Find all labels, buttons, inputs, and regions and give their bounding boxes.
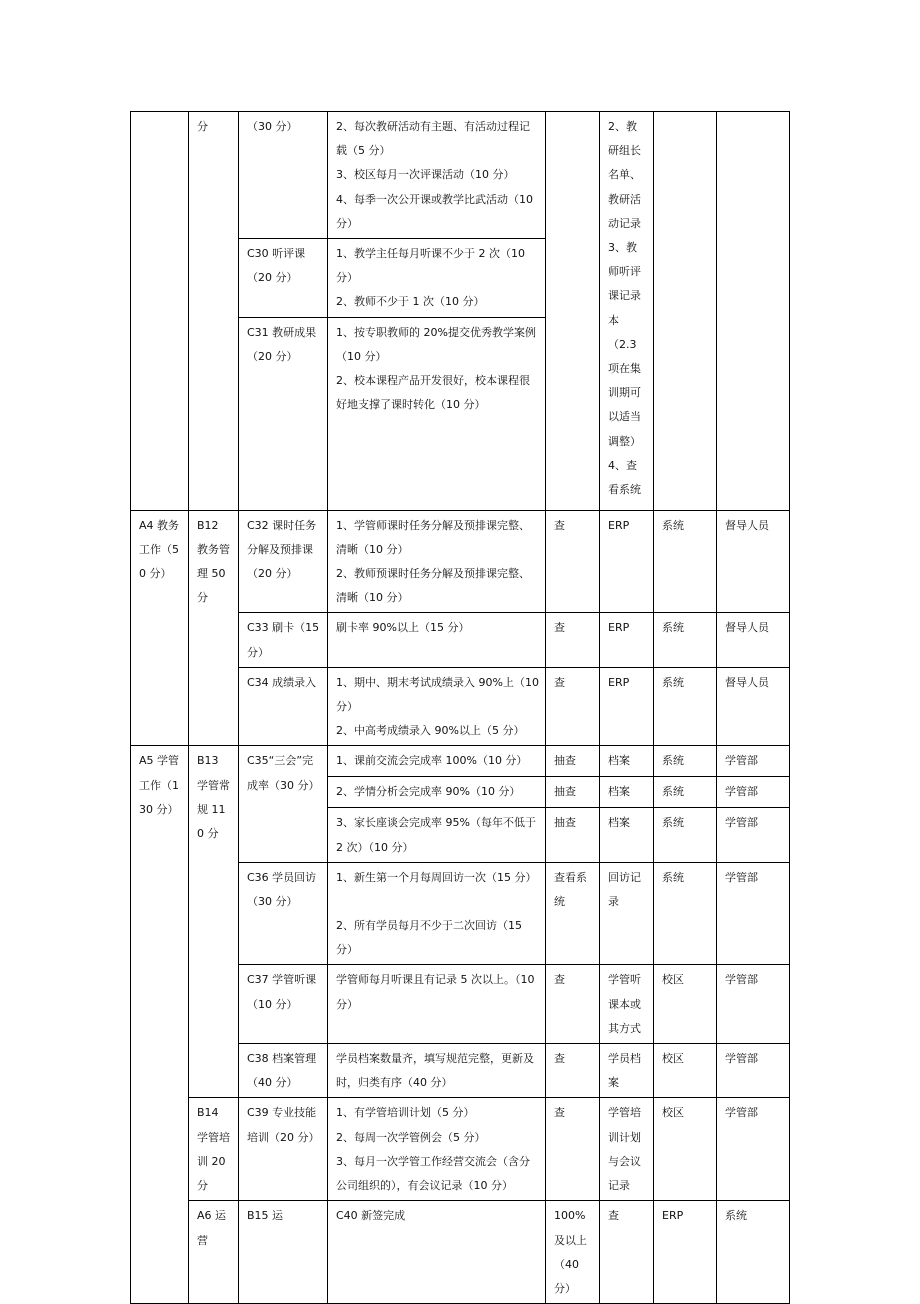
cell-c: C37 学管听课（10 分）: [239, 965, 328, 1044]
cell-d: 3、家长座谈会完成率 95%（每年不低于 2 次）（10 分）: [328, 808, 546, 862]
cell-b: 分: [189, 112, 239, 511]
cell-d: 2、每次教研活动有主题、有活动过程记载（5 分） 3、校区每月一次评课活动（10 分） 4、每季一次公开课或教学比武活动（10 分）: [328, 112, 546, 239]
cell-c: （30 分）: [239, 112, 328, 239]
cell-g: 系统: [654, 667, 717, 746]
cell-h: 督导人员: [717, 667, 790, 746]
cell-g: 系统: [654, 808, 717, 862]
cell-h: 学管部: [717, 965, 790, 1044]
cell-c: C38 档案管理（40 分）: [239, 1044, 328, 1098]
cell-g: 系统: [654, 613, 717, 667]
cell-a: [131, 112, 189, 511]
evaluation-table: [130, 111, 790, 1304]
cell-e: 抽查: [546, 777, 600, 808]
cell-f: 学员档案: [600, 1044, 654, 1098]
cell-c: C32 课时任务分解及预排课（20 分）: [239, 510, 328, 613]
cell-a: A4 教务工作（50 分）: [131, 510, 189, 746]
cell-g: 系统: [654, 510, 717, 613]
cell-a: A6 运营: [189, 1201, 239, 1304]
table-row: [131, 1201, 790, 1304]
cell-e: 查: [546, 1044, 600, 1098]
cell-d: 刷卡率 90%以上（15 分）: [328, 613, 546, 667]
cell-f: 档案: [600, 746, 654, 777]
cell-g: 系统: [654, 862, 717, 965]
cell-g: 系统: [654, 777, 717, 808]
cell-d: 1、学管师课时任务分解及预排课完整、清晰（10 分） 2、教师预课时任务分解及预排课完整、清晰（10 分）: [328, 510, 546, 613]
cell-g: [654, 112, 717, 511]
cell-e: 查: [546, 965, 600, 1044]
cell-d: 1、教学主任每月听课不少于 2 次（10 分） 2、教师不少于 1 次（10 分）: [328, 239, 546, 318]
cell-f: 档案: [600, 777, 654, 808]
cell-b: B12 教务管理 50 分: [189, 510, 239, 746]
cell-d: 1、新生第一个月每周回访一次（15 分） 2、所有学员每月不少于二次回访（15 分）: [328, 862, 546, 965]
cell-h: 学管部: [717, 1098, 790, 1201]
cell-f: 学管听课本或其方式: [600, 965, 654, 1044]
cell-d: 学管师每月听课且有记录 5 次以上。（10 分）: [328, 965, 546, 1044]
cell-d: 100%及以上（40 分）: [546, 1201, 600, 1304]
cell-d: 1、按专职教师的 20%提交优秀教学案例（10 分） 2、校本课程产品开发很好，校本课程很好地支撑了课时转化（10 分）: [328, 317, 546, 510]
cell-g: 系统: [717, 1201, 790, 1304]
cell-e: 查: [546, 510, 600, 613]
cell-h: [717, 112, 790, 511]
cell-f: ERP: [600, 613, 654, 667]
cell-g: 校区: [654, 965, 717, 1044]
cell-g: 校区: [654, 1044, 717, 1098]
cell-f: ERP: [600, 667, 654, 746]
cell-c: C35“三会”完成率（30 分）: [239, 746, 328, 862]
cell-e: 查: [546, 1098, 600, 1201]
cell-f: 学管培训计划与会议记录: [600, 1098, 654, 1201]
cell-c: C33 刷卡（15 分）: [239, 613, 328, 667]
table-row: [131, 746, 790, 777]
cell-d: 2、学情分析会完成率 90%（10 分）: [328, 777, 546, 808]
cell-c: C39 专业技能培训（20 分）: [239, 1098, 328, 1201]
cell-f: 回访记录: [600, 862, 654, 965]
cell-h: 学管部: [717, 1044, 790, 1098]
cell-c: C31 教研成果（20 分）: [239, 317, 328, 510]
cell-c: C30 听评课（20 分）: [239, 239, 328, 318]
cell-e: 抽查: [546, 808, 600, 862]
cell-e: 查看系统: [546, 862, 600, 965]
cell-e: [546, 112, 600, 511]
cell-b: B14 学管培训 20 分: [189, 1098, 239, 1201]
cell-d: 1、课前交流会完成率 100%（10 分）: [328, 746, 546, 777]
cell-f: 档案: [600, 808, 654, 862]
cell-f: 2、教研组长名单、教研活动记录 3、教师听评课记录本 （2.3 项在集训期可以适当调整） 4、查看系统: [600, 112, 654, 511]
cell-h: 督导人员: [717, 510, 790, 613]
cell-h: 督导人员: [717, 613, 790, 667]
cell-e: 查: [546, 667, 600, 746]
cell-h: 学管部: [717, 862, 790, 965]
cell-h: 学管部: [717, 777, 790, 808]
table-row: [131, 510, 790, 613]
cell-g: 系统: [654, 746, 717, 777]
cell-c: C36 学员回访（30 分）: [239, 862, 328, 965]
cell-e: 抽查: [546, 746, 600, 777]
cell-h: 学管部: [717, 746, 790, 777]
cell-d: 学员档案数量齐，填写规范完整，更新及时，归类有序（40 分）: [328, 1044, 546, 1098]
cell-e: 查: [546, 613, 600, 667]
cell-c: C40 新签完成: [328, 1201, 546, 1304]
cell-f: ERP: [600, 510, 654, 613]
cell-d: 1、期中、期末考试成绩录入 90%上（10 分） 2、中高考成绩录入 90%以上（5 分）: [328, 667, 546, 746]
cell-e: 查: [600, 1201, 654, 1304]
cell-c: C34 成绩录入: [239, 667, 328, 746]
table-row: [131, 1098, 790, 1201]
cell-h: 学管部: [717, 808, 790, 862]
cell-b: B13 学管常规 110 分: [189, 746, 239, 1098]
cell-b: B15 运: [239, 1201, 328, 1304]
cell-a: A5 学管工作（130 分）: [131, 746, 189, 1304]
table-row: [131, 112, 790, 239]
cell-d: 1、有学管培训计划（5 分） 2、每周一次学管例会（5 分） 3、每月一次学管工作经营交流会（含分公司组织的），有会议记录（10 分）: [328, 1098, 546, 1201]
cell-g: 校区: [654, 1098, 717, 1201]
cell-f: ERP: [654, 1201, 717, 1304]
